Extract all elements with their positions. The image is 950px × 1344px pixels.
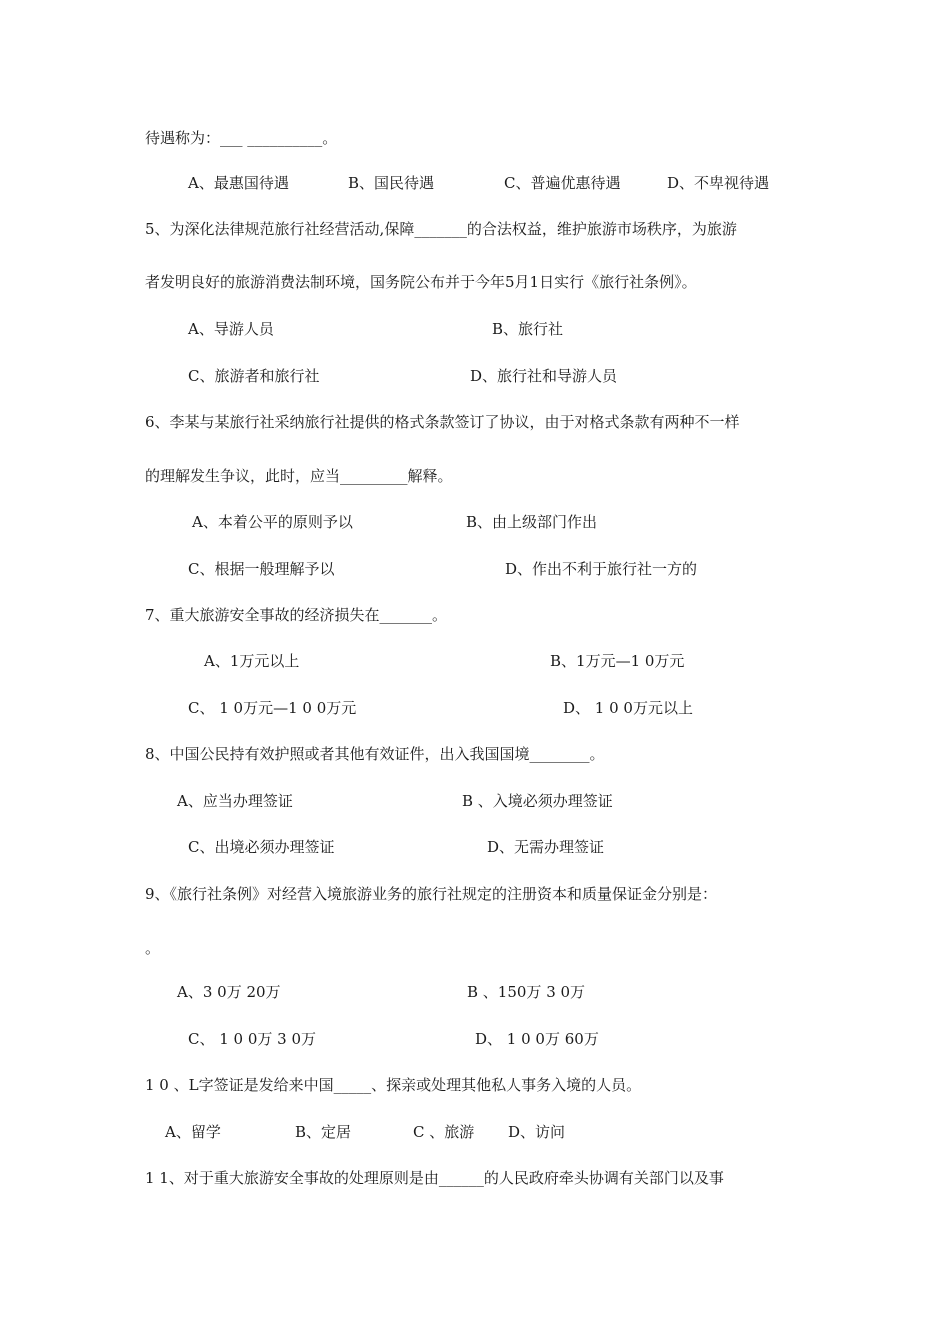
q6-stem-line-1: 6、李某与某旅行社采纳旅行社提供的格式条款签订了协议，由于对格式条款有两种不一样 bbox=[145, 413, 740, 431]
q5-stem-line-1: 5、为深化法律规范旅行社经营活动,保障_______的合法权益，维护旅游市场秩序，为旅游 bbox=[145, 220, 737, 238]
q10-option-d: D、访问 bbox=[508, 1123, 566, 1141]
q9-stem: 9、《旅行社条例》对经营入境旅游业务的旅行社规定的注册资本和质量保证金分别是： bbox=[145, 885, 718, 903]
q4-option-d: D、不卑视待遇 bbox=[667, 174, 770, 192]
q6-stem-line-2: 的理解发生争议，此时，应当_________解释。 bbox=[145, 467, 453, 485]
q10-option-a: A、留学 bbox=[165, 1123, 221, 1141]
q9-option-a: A、3 0万 20万 bbox=[177, 983, 281, 1001]
q7-option-a: A、1万元以上 bbox=[204, 652, 300, 670]
q5-option-d: D、旅行社和导游人员 bbox=[470, 367, 618, 385]
q10-stem: 1 0 、L字签证是发给来中国_____、探亲或处理其他私人事务入境的人员。 bbox=[145, 1076, 642, 1094]
q10-option-c: C 、旅游 bbox=[413, 1123, 475, 1141]
q9-option-d: D、 1 0 0万 60万 bbox=[475, 1030, 599, 1048]
q7-option-c: C、 1 0万元—1 0 0万元 bbox=[188, 699, 357, 717]
q10-option-b: B、定居 bbox=[295, 1123, 352, 1141]
q8-option-c: C、出境必须办理签证 bbox=[188, 838, 335, 856]
q6-option-a: A、本着公平的原则予以 bbox=[192, 513, 353, 531]
q8-stem: 8、中国公民持有效护照或者其他有效证件，出入我国国境________。 bbox=[145, 745, 605, 763]
q6-option-d: D、作出不利于旅行社一方的 bbox=[505, 560, 698, 578]
q8-option-a: A、应当办理签证 bbox=[177, 792, 293, 810]
q7-option-b: B、1万元—1 0万元 bbox=[550, 652, 685, 670]
q6-option-b: B、由上级部门作出 bbox=[466, 513, 598, 531]
q9-option-b: B 、150万 3 0万 bbox=[467, 983, 586, 1001]
q7-stem: 7、重大旅游安全事故的经济损失在_______。 bbox=[145, 606, 448, 624]
q5-option-c: C、旅游者和旅行社 bbox=[188, 367, 320, 385]
q9-stem-end: 。 bbox=[145, 939, 161, 957]
q9-option-c: C、 1 0 0万 3 0万 bbox=[188, 1030, 317, 1048]
q6-option-c: C、根据一般理解予以 bbox=[188, 560, 335, 578]
q4-option-b: B、国民待遇 bbox=[348, 174, 435, 192]
q4-option-a: A、最惠国待遇 bbox=[188, 174, 289, 192]
q8-option-d: D、无需办理签证 bbox=[487, 838, 605, 856]
q4-stem-continuation: 待遇称为：___ __________。 bbox=[145, 129, 338, 147]
q5-option-a: A、导游人员 bbox=[188, 320, 274, 338]
q11-stem: 1 1、对于重大旅游安全事故的处理原则是由______的人民政府牵头协调有关部门以及事 bbox=[145, 1169, 724, 1187]
q5-option-b: B、旅行社 bbox=[492, 320, 564, 338]
q4-option-c: C、普遍优惠待遇 bbox=[504, 174, 621, 192]
q7-option-d: D、 1 0 0万元以上 bbox=[563, 699, 693, 717]
q5-stem-line-2: 者发明良好的旅游消费法制环境，国务院公布并于今年5月1日实行《旅行社条例》。 bbox=[145, 273, 697, 291]
q8-option-b: B 、入境必须办理签证 bbox=[462, 792, 613, 810]
